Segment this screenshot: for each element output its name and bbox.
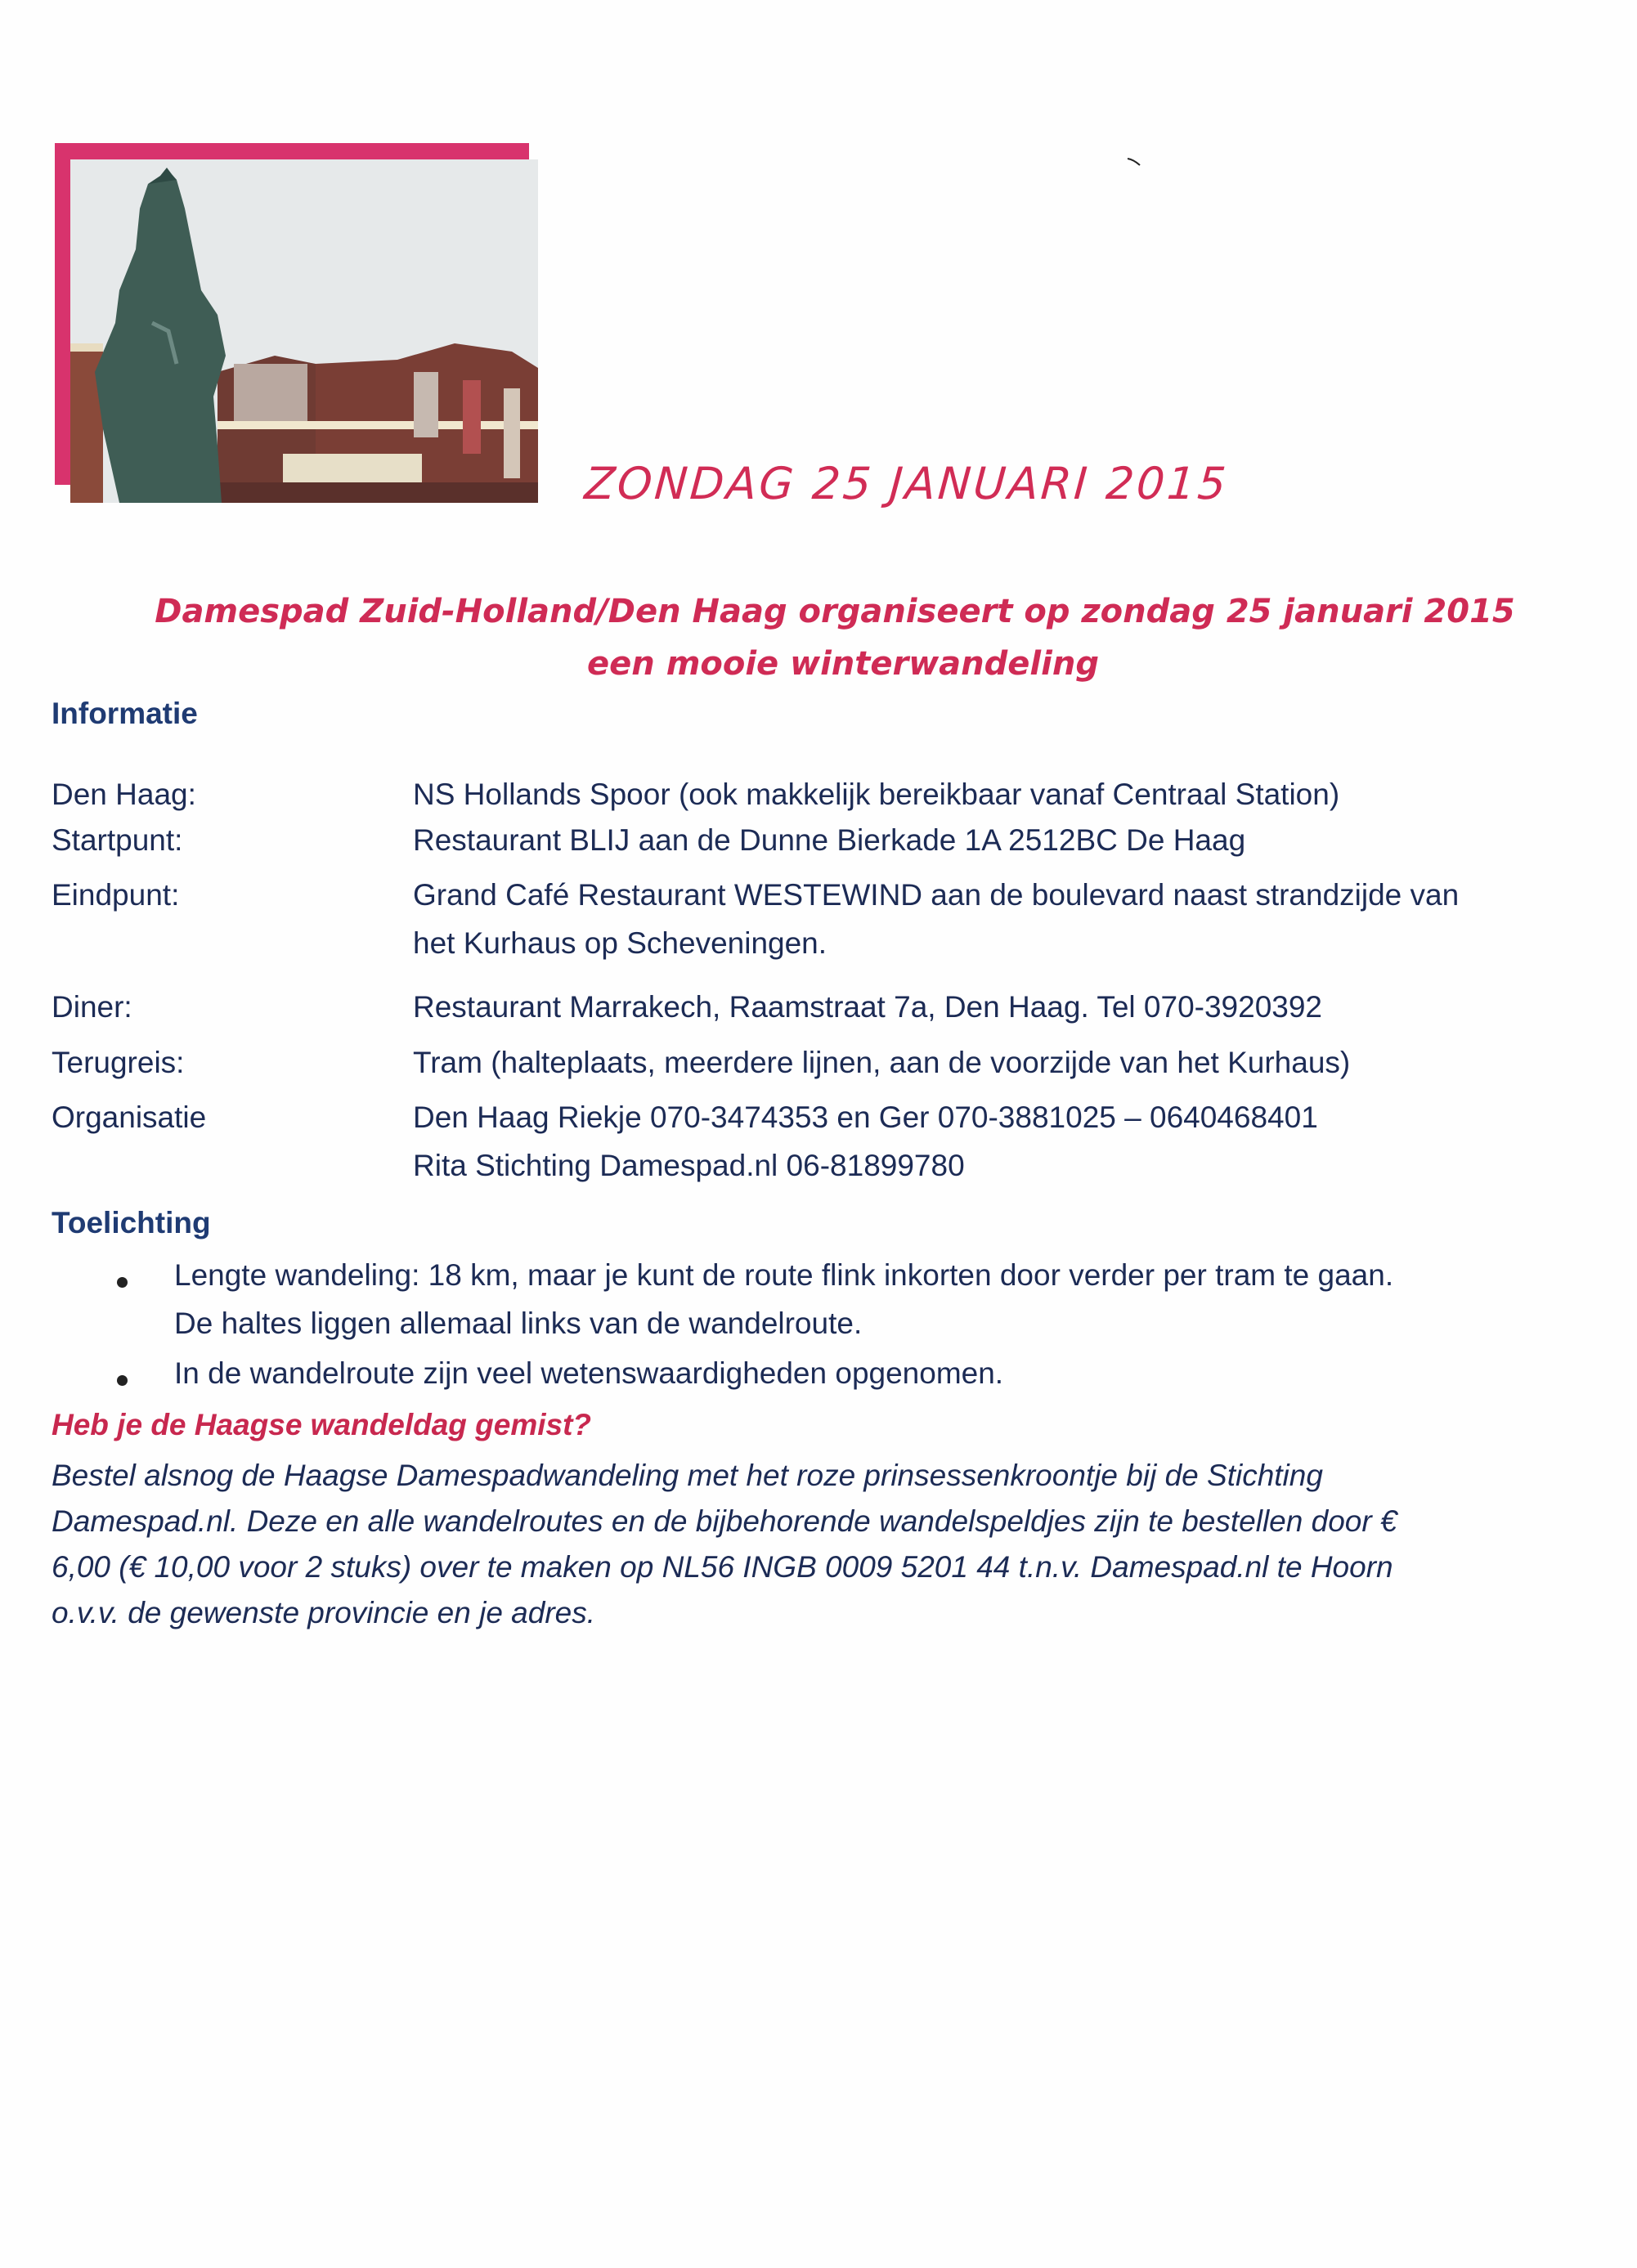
pink-frame-top <box>55 143 529 159</box>
info-label: Startpunt: <box>52 823 183 857</box>
missed-walk-heading: Heb je de Haagse wandeldag gemist? <box>52 1408 592 1441</box>
bullet-continuation: De haltes liggen allemaal links van de wandelroute. <box>174 1307 863 1340</box>
info-label: Terugreis: <box>52 1046 185 1079</box>
scan-artifact <box>1127 157 1143 167</box>
event-subtitle-line1: Damespad Zuid-Holland/Den Haag organiseert op zondag 25 januari 2015 <box>155 593 1515 630</box>
paragraph-line: Bestel alsnog de Haagse Damespadwandeling met het roze prinsessenkroontje bij de Stichting <box>52 1459 1323 1492</box>
info-label: Eindpunt: <box>52 878 180 912</box>
info-value <box>413 879 1459 960</box>
bullet-text <box>174 1259 1393 1340</box>
info-label: Den Haag: <box>52 778 196 811</box>
bullet-icon <box>117 1277 128 1288</box>
info-value-line1: Den Haag Riekje 070-3474353 en Ger 070-3881025 – 0640468401 <box>413 1100 1318 1134</box>
toelichting-heading: Toelichting <box>52 1206 211 1239</box>
paragraph-line: Damespad.nl. Deze en alle wandelroutes en de bijbehorende wandelspeldjes zijn te bestellen door € <box>52 1504 1397 1538</box>
event-date-title: ZONDAG 25 JANUARI 2015 <box>582 458 1231 509</box>
bullet-icon <box>117 1375 128 1386</box>
info-value: Tram (halteplaats, meerdere lijnen, aan de voorzijde van het Kurhaus) <box>413 1046 1351 1079</box>
info-value: NS Hollands Spoor (ook makkelijk bereikbaar vanaf Centraal Station) <box>413 778 1340 811</box>
paragraph-line: o.v.v. de gewenste provincie en je adres. <box>52 1596 596 1629</box>
missed-walk-paragraph <box>52 1453 1605 1636</box>
paragraph-line: 6,00 (€ 10,00 voor 2 stuks) over te maken op NL56 INGB 0009 5201 44 t.n.v. Damespad.nl te Hoorn <box>52 1550 1393 1584</box>
bullet-text: In de wandelroute zijn veel wetenswaardigheden opgenomen. <box>174 1356 1004 1390</box>
info-value-line2: het Kurhaus op Scheveningen. <box>413 926 827 960</box>
informatie-heading: Informatie <box>52 697 198 730</box>
bullet-line: Lengte wandeling: 18 km, maar je kunt de route flink inkorten door verder per tram te gaan. <box>174 1258 1394 1292</box>
info-label: Organisatie <box>52 1100 207 1134</box>
statue-photo <box>70 159 538 503</box>
pink-frame-left <box>55 143 71 485</box>
info-value <box>413 1101 1318 1182</box>
info-value-line2: Rita Stichting Damespad.nl 06-81899780 <box>413 1149 965 1182</box>
info-value-line1: Grand Café Restaurant WESTEWIND aan de boulevard naast strandzijde van <box>413 878 1460 912</box>
info-label: Diner: <box>52 990 132 1024</box>
info-value: Restaurant Marrakech, Raamstraat 7a, Den Haag. Tel 070-3920392 <box>413 990 1323 1024</box>
info-value: Restaurant BLIJ aan de Dunne Bierkade 1A 2512BC De Haag <box>413 823 1246 857</box>
event-subtitle-line2: een mooie winterwandeling <box>587 645 1099 683</box>
